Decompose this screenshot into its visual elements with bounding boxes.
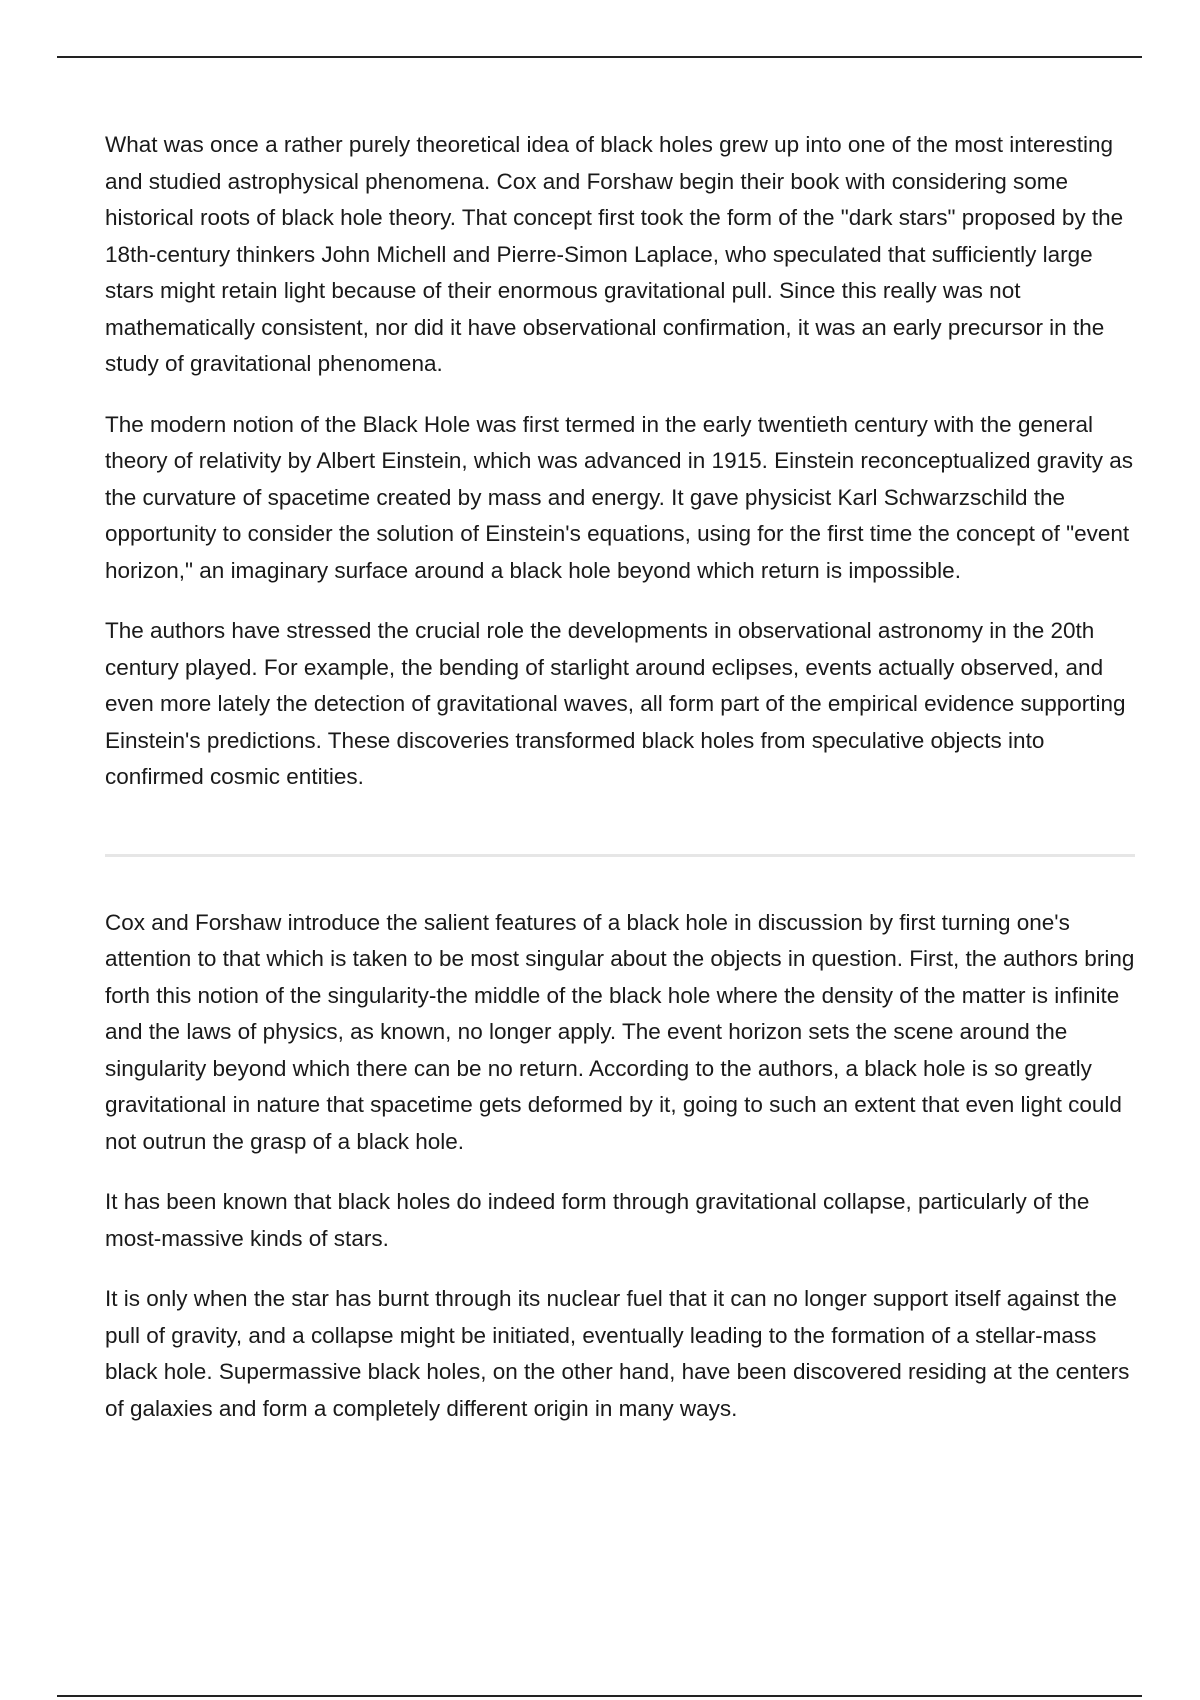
paragraph: The modern notion of the Black Hole was first termed in the early twentieth century with the general theory of relativity by Albert Einstein, which was advanced in 1915. Einstein reconceptualized gravity as the curvature of spacetime created by mass and energy. It gave physicist Karl Schwarzschild the opportunity to consider the solution of Einstein's equations, using for the first time the concept of "event horizon," an imaginary surface around a black hole beyond which return is impossible. [105,411,1134,583]
paragraph: Cox and Forshaw introduce the salient features of a black hole in discussion by first turning one's attention to that which is taken to be most singular about the objects in question. First, the authors bring forth this notion of the singularity-the middle of the black hole where the density of the matter is infinite and the laws of physics, as known, no longer apply. The event horizon sets the scene around the singularity beyond which there can be no return. According to the authors, a black hole is so greatly gravitational in nature that spacetime gets deformed by it, going to such an extent that even light could not outrun the grasp of a black hole. [105,909,1135,1154]
page-top-rule [57,56,1142,58]
paragraph: The authors have stressed the crucial role the developments in observational astronomy in the 20th century played. For example, the bending of starlight around eclipses, events actually observed, and even more lately the detection of gravitational waves, all form part of the empirical evidence supporting Einstein's predictions. These discoveries transformed black holes from speculative objects into confirmed cosmic entities. [105,618,1126,789]
document-body [105,127,1135,1451]
paragraph: It is only when the star has burnt through its nuclear fuel that it can no longer support itself against the pull of gravity, and a collapse might be initiated, eventually leading to the formation of a stellar-mass black hole. Supermassive black holes, on the other hand, have been discovered residing at the centers of galaxies and form a completely different origin in many ways. [105,1286,1130,1421]
page-bottom-rule [57,1695,1142,1697]
paragraph: It has been known that black holes do indeed form through gravitational collapse, particularly of the most-massive kinds of stars. [105,1189,1090,1251]
section-black-hole-features [105,905,1135,1428]
section-divider [105,854,1135,857]
paragraph: What was once a rather purely theoretical idea of black holes grew up into one of the most interesting and studied astrophysical phenomena. Cox and Forshaw begin their book with considering some historical roots of black hole theory. That concept first took the form of the "dark stars" proposed by the 18th-century thinkers John Michell and Pierre-Simon Laplace, who speculated that sufficiently large stars might retain light because of their enormous gravitational pull. Since this really was not mathematically consistent, nor did it have observational confirmation, it was an early precursor in the study of gravitational phenomena. [105,132,1124,376]
section-historical-roots [105,127,1135,796]
